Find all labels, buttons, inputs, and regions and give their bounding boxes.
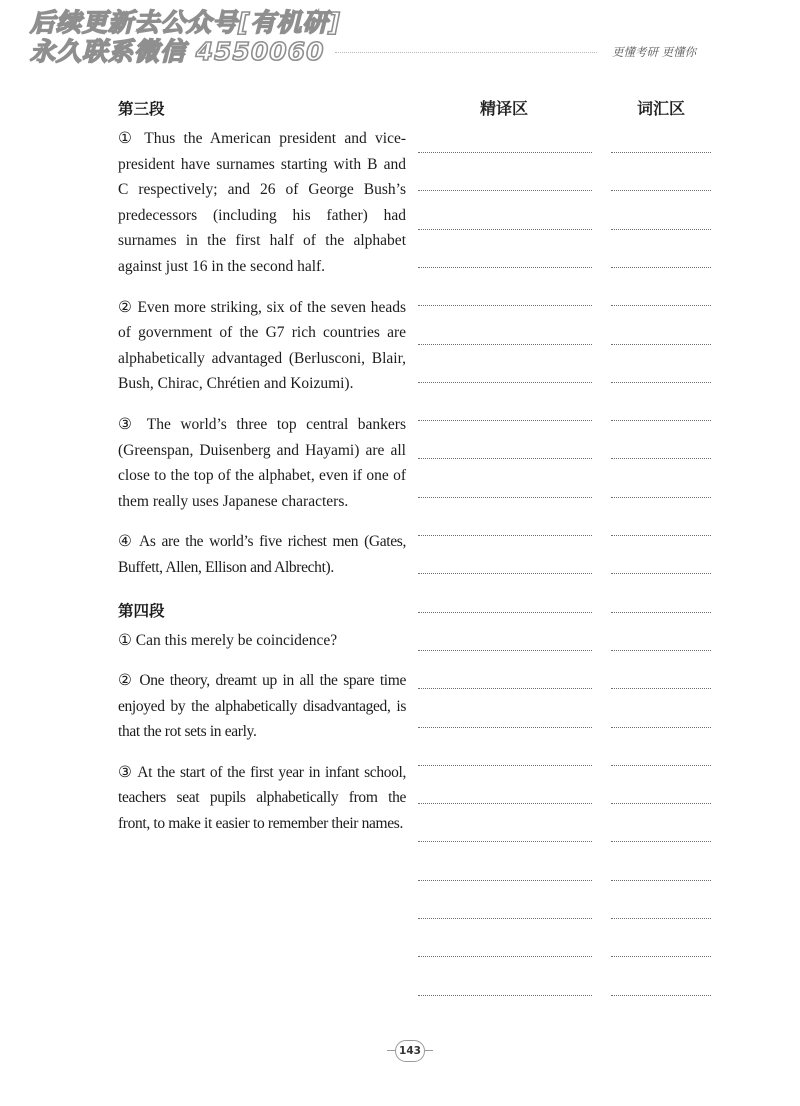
translation-line [418,765,592,766]
vocabulary-line [611,152,711,153]
watermark [30,8,341,66]
vocabulary-line [611,956,711,957]
translation-line [418,956,592,957]
vocabulary-line [611,765,711,766]
vocabulary-line [611,267,711,268]
translation-line [418,229,592,230]
translation-column-heading: 精译区 [480,99,529,118]
vocabulary-line [611,650,711,651]
vocabulary-line [611,727,711,728]
vocabulary-line [611,688,711,689]
vocabulary-line [611,497,711,498]
translation-line [418,650,592,651]
paragraph-3-4: ④ As are the world’s five richest men (Gates, Buffett, Allen, Ellison and Albrecht). [118,533,406,576]
vocabulary-line [611,918,711,919]
paragraph-3-2: ② Even more striking, six of the seven heads of government of the G7 rich countries are alphabetically advantaged (Berlusconi, Blair, Bush, Chirac, Chrétien and Koizumi). [118,298,406,393]
translation-line [418,803,592,804]
translation-line [418,688,592,689]
vocabulary-line [611,612,711,613]
translation-line [418,535,592,536]
paragraph-4-3: ③ At the start of the first year in infant school, teachers seat pupils alphabetically from the front, to make it easier to remember their names. [118,763,406,833]
vocabulary-line [611,420,711,421]
vocabulary-line [611,229,711,230]
vocabulary-line [611,458,711,459]
vocabulary-line [611,803,711,804]
translation-line [418,420,592,421]
paragraph-3-1: ① Thus the American president and vice-president have surnames starting with B and C respectively; and 26 of George Bush’s predecessors (including his father) had surnames in the first half of the alphabet against just 16 in the second half. [118,130,406,275]
translation-line [418,573,592,574]
page-number: 143 [395,1040,425,1062]
translation-line [418,305,592,306]
translation-line [418,382,592,383]
translation-line [418,190,592,191]
vocabulary-line [611,344,711,345]
vocabulary-line [611,190,711,191]
translation-line [418,497,592,498]
header-rule [335,52,597,53]
section-title-3: 第三段 [118,100,165,118]
watermark-line-1: 后续更新去公众号[有机研] [30,8,341,37]
vocabulary-column-heading: 词汇区 [637,99,686,118]
paragraph-3-3: ③ The world’s three top central bankers (Greenspan, Duisenberg and Hayami) are all close to the top of the alphabet, even if one of them really uses Japanese characters. [118,415,406,510]
vocabulary-line [611,841,711,842]
translation-line [418,267,592,268]
translation-line [418,612,592,613]
paragraph-4-1: ① Can this merely be coincidence? [118,631,338,649]
vocabulary-line [611,573,711,574]
vocabulary-line [611,305,711,306]
translation-line [418,344,592,345]
vocabulary-line [611,382,711,383]
passage-column [118,98,406,852]
translation-line [418,995,592,996]
vocabulary-line [611,880,711,881]
translation-line [418,152,592,153]
section-title-4: 第四段 [118,601,165,620]
vocabulary-line [611,995,711,996]
paragraph-4-2: ② One theory, dreamt up in all the spare time enjoyed by the alphabetically disadvantaged, is that the rot sets in early. [118,672,406,741]
watermark-line-2: 永久联系微信 4550060 [30,37,325,66]
vocabulary-line [611,535,711,536]
translation-line [418,880,592,881]
translation-line [418,841,592,842]
header-tagline: 更懂考研 更懂你 [612,45,697,59]
translation-line [418,918,592,919]
translation-line [418,458,592,459]
translation-line [418,727,592,728]
